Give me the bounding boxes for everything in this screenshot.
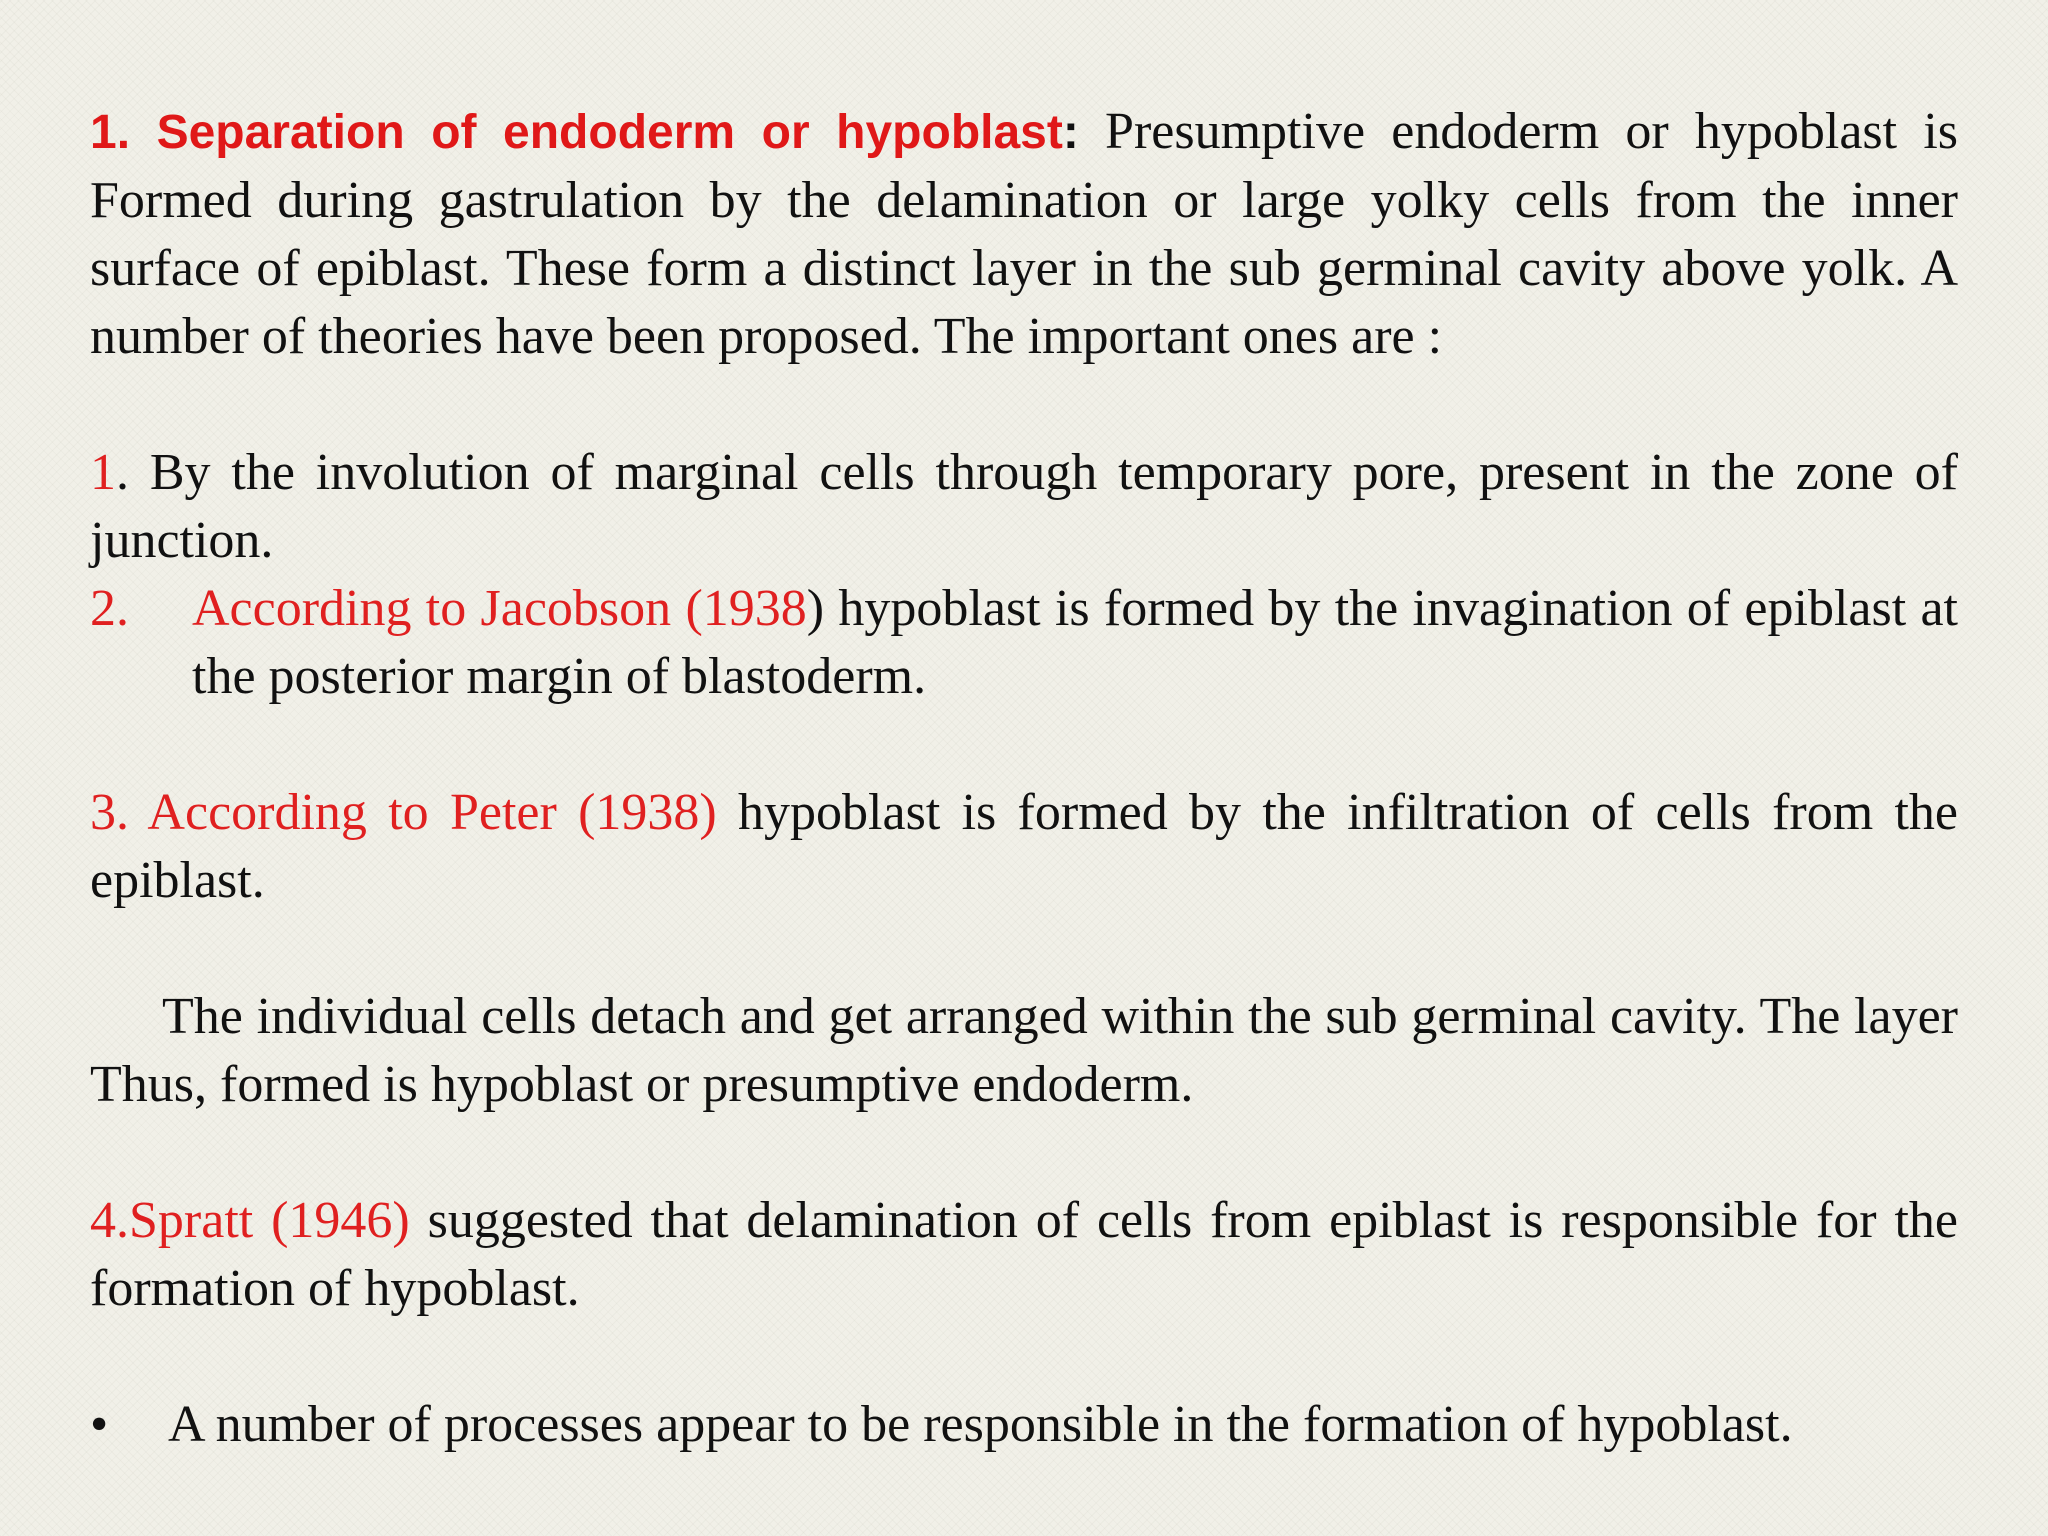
theory-3-text: hypoblast is formed by the infiltration of cells from the epiblast.	[90, 784, 1958, 909]
theory-3-citation: 3. According to Peter (1938)	[90, 784, 717, 841]
bullet-text: A number of processes appear to be responsible in the formation of hypoblast.	[168, 1396, 1793, 1453]
theory-1-number: 1	[90, 444, 116, 501]
spacer	[90, 915, 1958, 983]
theory-2-body	[192, 575, 1958, 711]
theory-2-number: 2.	[90, 580, 129, 637]
bullet-icon: •	[90, 1396, 109, 1453]
spacer	[90, 371, 1958, 439]
theory-2-text: ) hypoblast is formed by the invagination of epiblast at the posterior margin of blastoderm.	[192, 580, 1958, 705]
bullet-item	[90, 1391, 1958, 1459]
theory-4-citation: 4.Spratt (1946)	[90, 1192, 410, 1249]
theory-3	[90, 779, 1958, 915]
intro-text: Presumptive endoderm or hypoblast is Formed during gastrulation by the delamination or large yolky cells from the inner surface of epiblast. These form a distinct layer in the sub germinal cavity above yolk. A number of theories have been proposed. The important ones are :	[90, 103, 1959, 365]
intro-paragraph	[90, 98, 1958, 371]
spacer	[90, 1119, 1958, 1187]
theory-1-text: . By the involution of marginal cells through temporary pore, present in the zone of junction.	[90, 444, 1958, 569]
spacer	[90, 1323, 1958, 1391]
heading-colon: :	[1062, 106, 1079, 159]
section-heading: 1. Separation of endoderm or hypoblast	[90, 106, 1063, 159]
slide-content	[90, 98, 1958, 1459]
spacer	[90, 711, 1958, 779]
theory-2-citation: According to Jacobson (1938	[192, 580, 807, 637]
note-paragraph: The individual cells detach and get arranged within the sub germinal cavity. The layer Thus, formed is hypoblast or presumptive endoderm.	[90, 988, 1958, 1113]
theory-2	[90, 575, 1958, 711]
theory-1	[90, 439, 1958, 575]
theory-4-text: suggested that delamination of cells from epiblast is responsible for the formation of hypoblast.	[90, 1192, 1958, 1317]
theory-4	[90, 1187, 1958, 1323]
